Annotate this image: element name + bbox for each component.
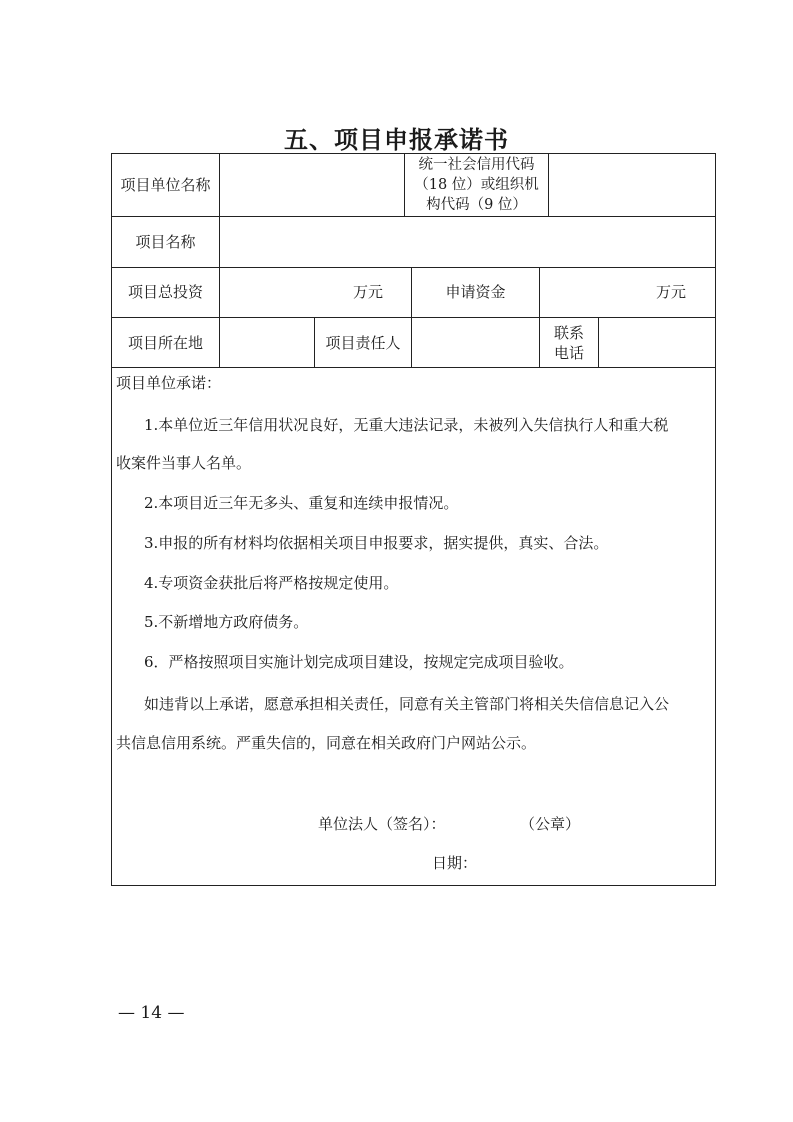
- seal-label: （公章）: [520, 815, 581, 833]
- apply-fund-field[interactable]: 万元: [655, 283, 686, 301]
- commitment-item-4: 4.专项资金获批后将严格按规定使用。: [144, 574, 399, 592]
- apply-fund-label: 申请资金: [445, 283, 506, 301]
- credit-code-label: [405, 154, 548, 216]
- commitment-item-1-line-2: 收案件当事人名单。: [116, 454, 252, 472]
- phone-field[interactable]: [599, 318, 714, 368]
- commitment-item-3: 3.申报的所有材料均依据相关项目申报要求，据实提供，真实、合法。: [144, 534, 609, 552]
- commitment-item-6: 6．严格按照项目实施计划完成项目建设，按规定完成项目验收。: [144, 653, 574, 671]
- closing-statement-line-1: 如违背以上承诺，愿意承担相关责任，同意有关主管部门将相关失信信息记入公: [144, 695, 670, 713]
- total-investment-label: 项目总投资: [127, 283, 203, 301]
- unit-name-field[interactable]: [220, 154, 404, 216]
- total-investment-field[interactable]: 万元: [352, 283, 383, 301]
- credit-code-label-line: 构代码（9 位）: [426, 197, 527, 213]
- credit-code-label-line: 统一社会信用代码: [418, 157, 535, 173]
- responsible-label: 项目责任人: [325, 333, 401, 352]
- commitment-item-2: 2.本项目近三年无多头、重复和连续申报情况。: [144, 494, 459, 512]
- commitment-item-1-line-1: 1.本单位近三年信用状况良好，无重大违法记录，未被列入失信执行人和重大税: [144, 416, 669, 434]
- phone-label-line: 电话: [553, 344, 584, 362]
- page-number: — 14 —: [118, 1003, 185, 1023]
- credit-code-field[interactable]: [549, 154, 714, 216]
- unit-name-label: 项目单位名称: [120, 175, 211, 194]
- phone-label-line: 联系: [553, 324, 584, 342]
- commitment-heading: 项目单位承诺：: [116, 374, 222, 392]
- responsible-field[interactable]: [412, 318, 539, 368]
- location-field[interactable]: [220, 318, 314, 368]
- page-title: 五、项目申报承诺书: [284, 125, 509, 154]
- project-name-label: 项目名称: [135, 232, 196, 251]
- commitment-item-5: 5.不新增地方政府债务。: [144, 613, 309, 631]
- credit-code-label-line: （18 位）或组织机: [414, 177, 539, 193]
- location-label: 项目所在地: [127, 333, 203, 352]
- project-name-field[interactable]: [220, 217, 714, 267]
- date-label: 日期：: [432, 854, 478, 872]
- closing-statement-line-2: 共信息信用系统。严重失信的，同意在相关政府门户网站公示。: [116, 734, 537, 752]
- phone-label: [540, 318, 598, 368]
- signature-label: 单位法人（签名）：: [318, 815, 446, 833]
